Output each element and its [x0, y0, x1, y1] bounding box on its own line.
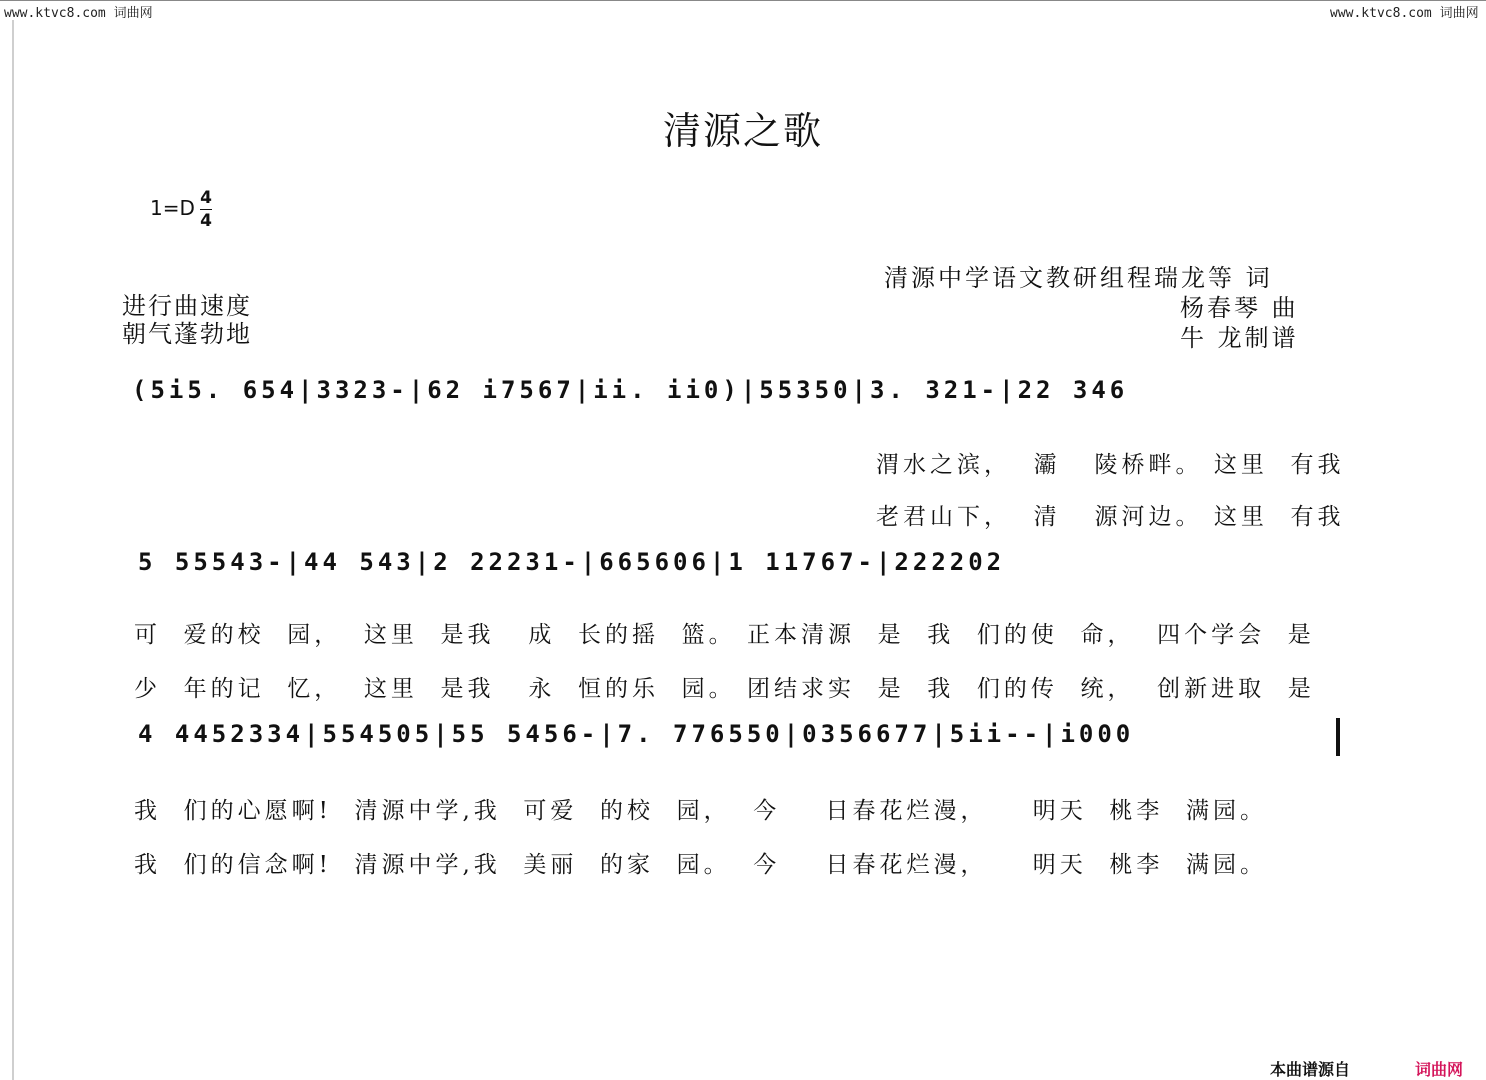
notation-system-3 [138, 716, 1358, 760]
notation-line: (5i5. 654|3323-|62 i7567|ii. ii0)|55350|3. 321-|22 346 [132, 376, 1129, 404]
lyrics-verse-1: 可 爱的校 园， 这里 是我 成 长的摇 篮。 正本清源 是 我 们的使 命， 四个学会 是 [134, 622, 1315, 648]
footer-source-label: 本曲谱源自 [1270, 1060, 1351, 1079]
page-top-edge [0, 0, 1486, 1]
final-barline [1336, 718, 1340, 756]
watermark-top-left: www.ktvc8.com 词曲网 [4, 6, 153, 21]
watermark-top-right: www.ktvc8.com 词曲网 [1330, 6, 1479, 21]
lyrics-verse-1: 渭水之滨， 灞 陵桥畔。 这里 有我 [876, 452, 1345, 478]
time-signature-bar [200, 209, 212, 210]
time-signature [200, 188, 212, 231]
lyrics-verse-2: 我 们的信念啊! 清源中学,我 美丽 的家 园。 今 日春花烂漫， 明天 桃李 满园。 [134, 852, 1268, 878]
composer-credit: 杨春琴 曲 [1180, 294, 1299, 322]
lyrics-verse-2: 少 年的记 忆， 这里 是我 永 恒的乐 园。 团结求实 是 我 们的传 统， 创新进取 是 [134, 676, 1315, 702]
lyrics-verse-1: 我 们的心愿啊! 清源中学,我 可爱 的校 园， 今 日春花烂漫， 明天 桃李 满园。 [134, 798, 1268, 824]
song-title: 清源之歌 [662, 109, 823, 153]
page-left-edge [12, 20, 14, 1080]
tempo-marking: 进行曲速度 [122, 292, 252, 320]
notation-line: 5 55543-|44 543|2 22231-|665606|1 11767-|222202 [138, 548, 1006, 576]
footer-site-link[interactable]: 词曲网 [1415, 1060, 1464, 1079]
lyricist-credit: 清源中学语文教研组程瑞龙等 词 [884, 264, 1273, 292]
lyrics-verse-2: 老君山下， 清 源河边。 这里 有我 [876, 504, 1345, 530]
expression-marking: 朝气蓬勃地 [122, 320, 252, 348]
notation-system-2 [138, 544, 1358, 588]
time-signature-bottom: 4 [200, 211, 212, 231]
arranger-credit: 牛 龙制谱 [1180, 324, 1299, 352]
notation-line: 4 4452334|554505|55 5456-|7. 776550|0356677|5ii--|i000 [138, 720, 1135, 748]
key-signature: 1=D [150, 196, 195, 220]
notation-system-1 [132, 372, 1352, 416]
time-signature-top: 4 [200, 188, 212, 208]
